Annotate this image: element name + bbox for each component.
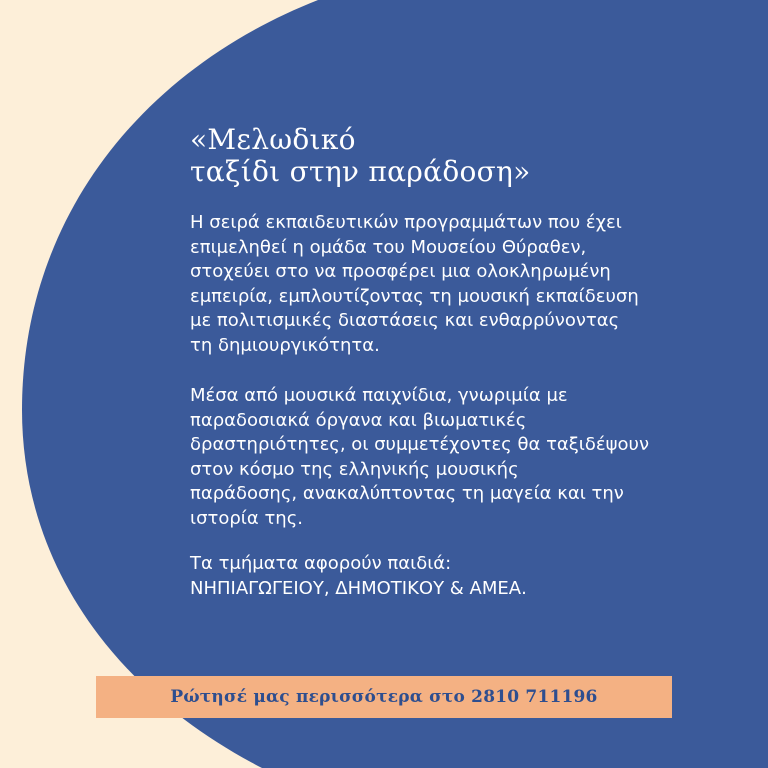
audience-paragraph: [190, 552, 750, 601]
contact-text: Ρώτησέ μας περισσότερα στο 2810 711196: [170, 687, 598, 707]
description-line: Η σειρά εκπαιδευτικών προγραμμάτων που έχει: [190, 212, 622, 233]
description-line: εμπειρία, εμπλουτίζοντας τη μουσική εκπαίδευση: [190, 285, 639, 307]
activities-line: στον κόσμο της ελληνικής μουσικής: [190, 458, 519, 480]
audience-groups-line: ΝΗΠΙΑΓΩΓΕΙΟΥ, ΔΗΜΟΤΙΚΟΥ & ΑΜΕΑ.: [190, 577, 527, 599]
activities-line: ιστορία της.: [190, 507, 303, 529]
description-line: με πολιτισμικές διαστάσεις και ενθαρρύνοντας: [190, 310, 620, 331]
activities-line: παραδοσιακά όργανα και βιωματικές: [190, 409, 527, 431]
activities-line: παράδοσης, ανακαλύπτοντας τη μαγεία και την: [190, 483, 624, 504]
heading-line-2: ταξίδι στην παράδοση»: [190, 155, 531, 188]
heading-line-1: «Μελωδικό: [190, 123, 356, 156]
description-line: επιμεληθεί η ομάδα του Μουσείου Θύραθεν,: [190, 236, 587, 258]
activities-line: Μέσα από μουσικά παιχνίδια, γνωριμία με: [190, 385, 568, 406]
audience-intro-line: Τα τμήματα αφορούν παιδιά:: [190, 553, 452, 574]
heading: [190, 124, 710, 188]
description-line: τη δημιουργικότητα.: [190, 334, 380, 356]
activities-line: δραστηριότητες, οι συμμετέχοντες θα ταξιδέψουν: [190, 434, 649, 455]
activities-paragraph: [190, 384, 750, 531]
contact-banner: [96, 676, 672, 718]
description-line: στοχεύει στο να προσφέρει μια ολοκληρωμένη: [190, 261, 611, 282]
description-paragraph: [190, 211, 750, 358]
